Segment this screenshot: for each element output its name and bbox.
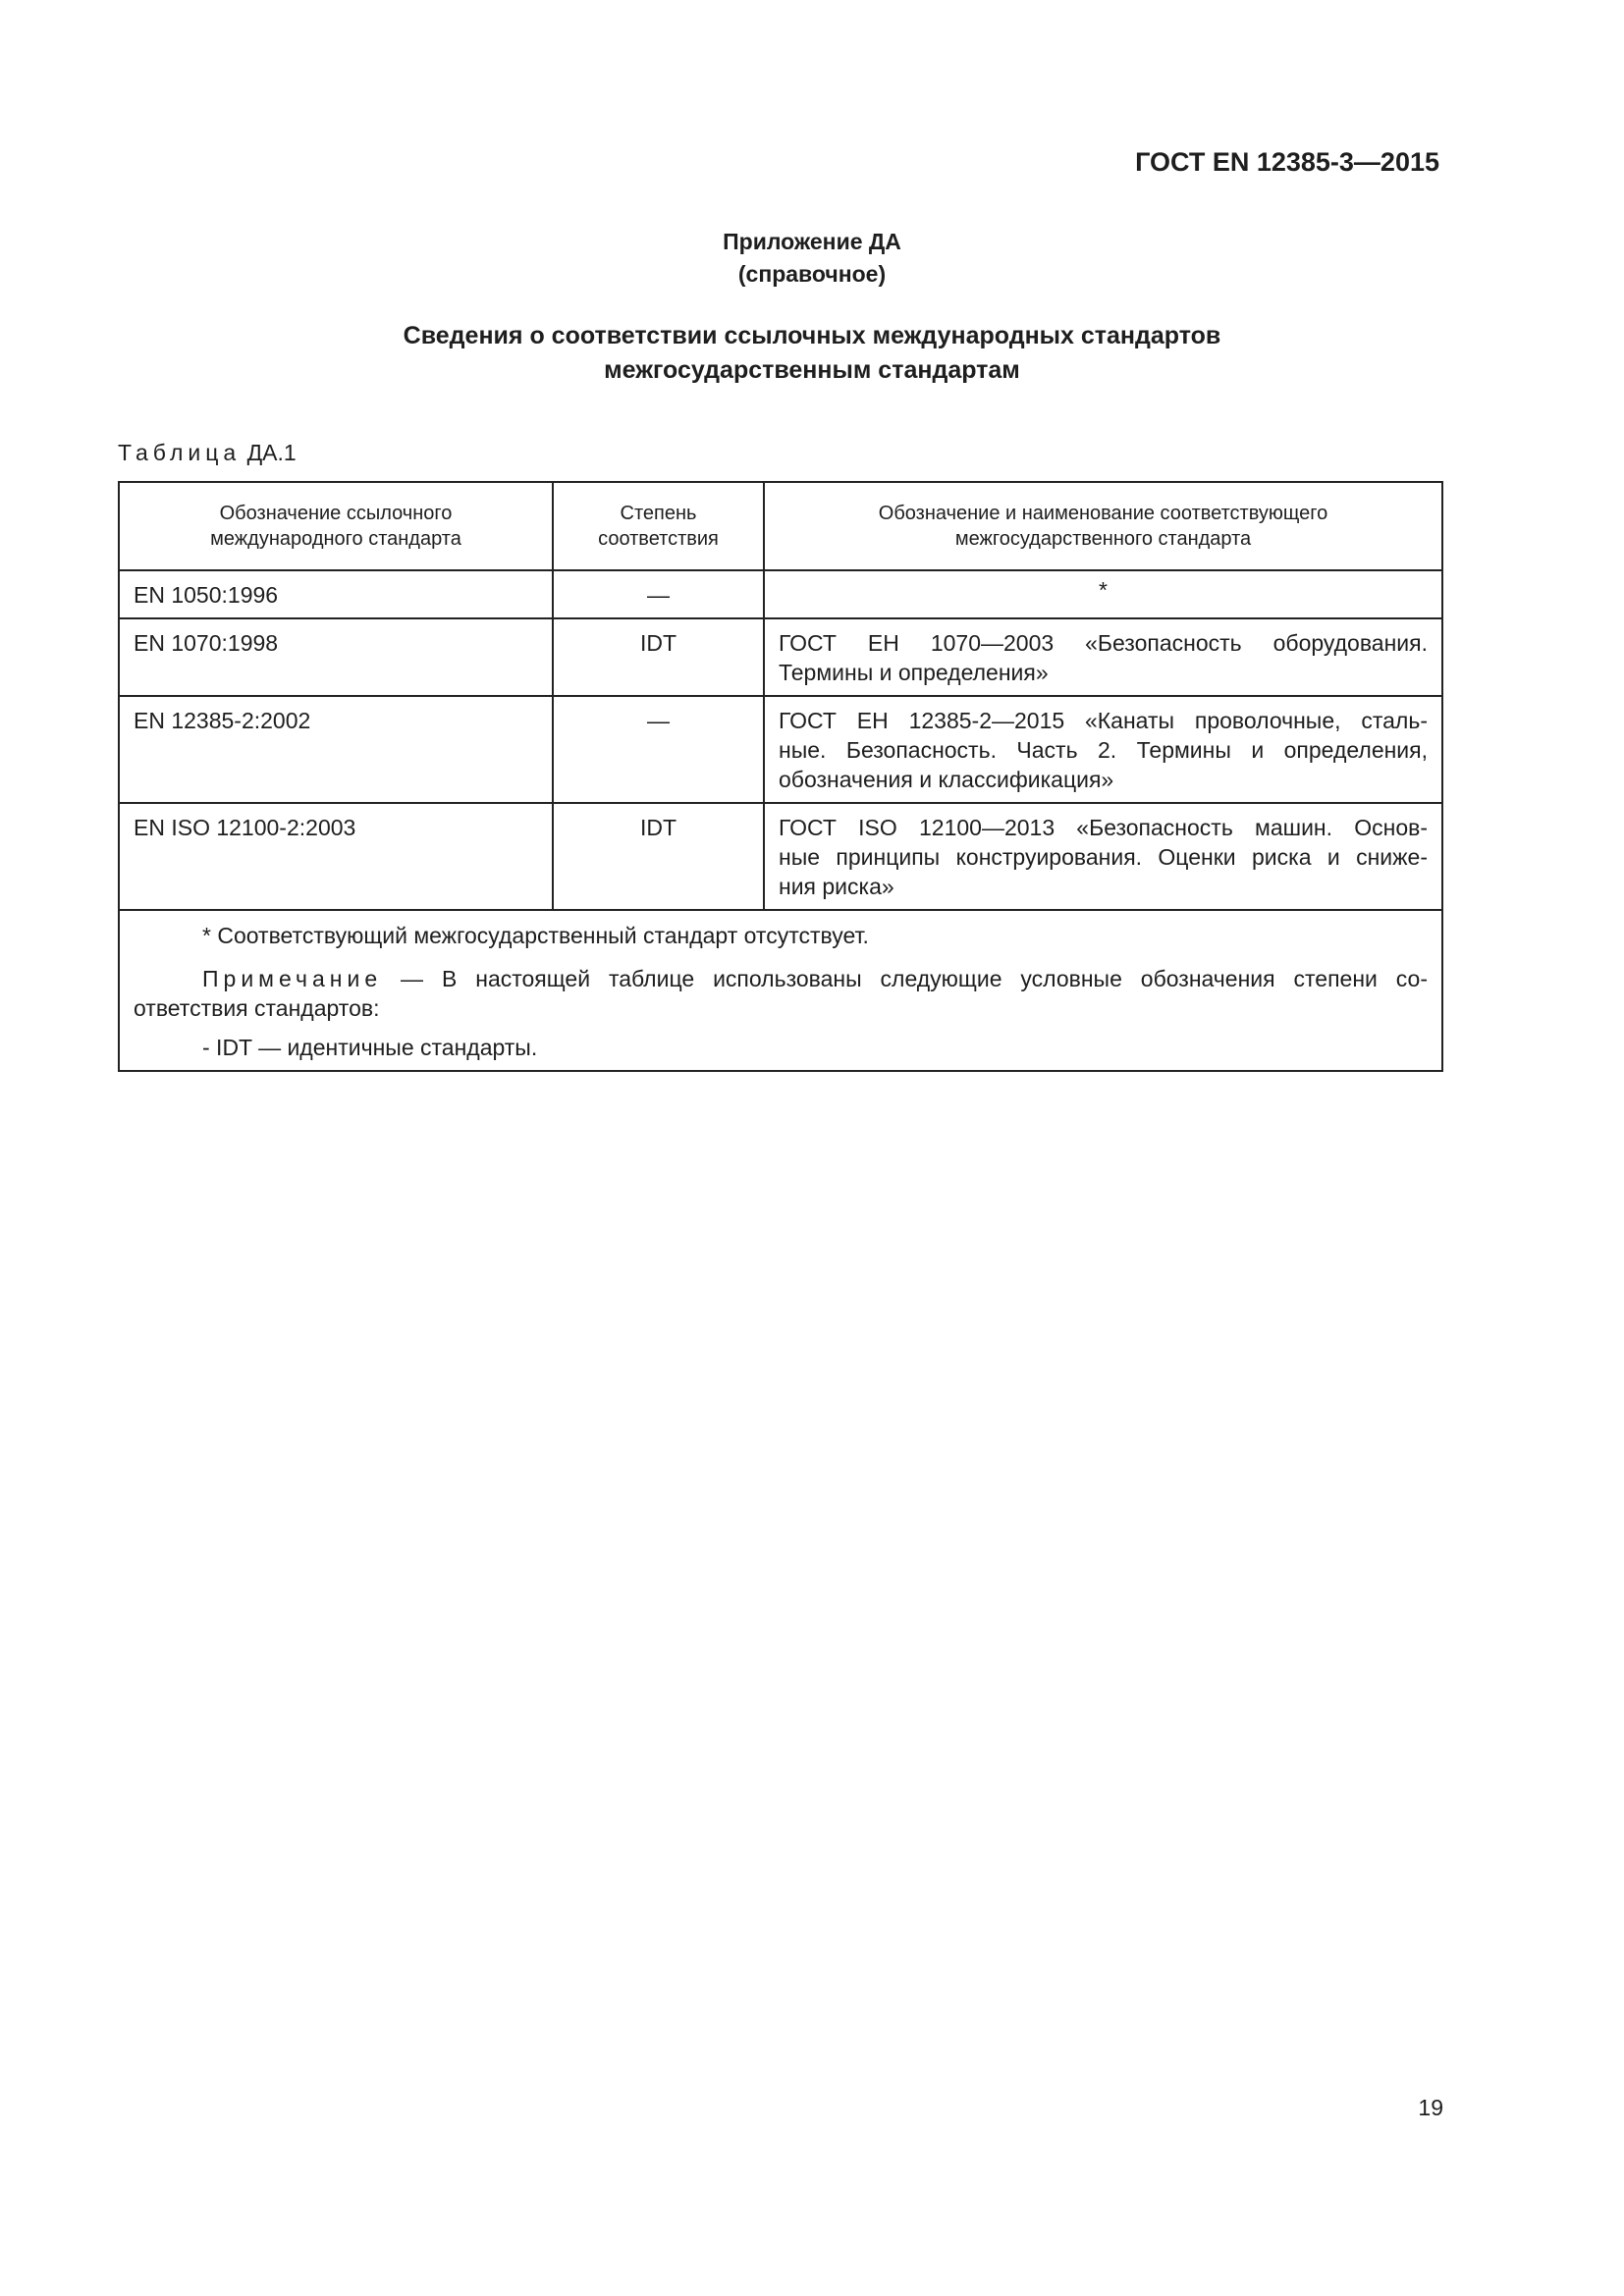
header-reference-standard [119,482,553,570]
cell-gost-line: ные. Безопасность. Часть 2. Термины и определения, [779,737,1428,763]
header-interstate-standard [764,482,1442,570]
table-row [119,803,1442,910]
annex-heading [0,319,1624,388]
cell-degree: — [553,696,764,803]
note [134,964,1428,1023]
table-caption [118,440,297,466]
table-footer-row [119,910,1442,1071]
annex-subtitle: (справочное) [737,261,887,287]
table-row [119,570,1442,618]
cell-gost-line: Термины и определения» [779,660,1049,685]
note-line-2: ответствия стандартов: [134,995,380,1021]
header-text: соответствия [598,528,719,550]
cell-reference: EN ISO 12100-2:2003 [119,803,553,910]
annex-heading-line-1: Сведения о соответствии ссылочных международных стандартов [403,322,1221,349]
correspondence-table [118,481,1443,1072]
header-text: межгосударственного стандарта [954,528,1252,550]
cell-gost [764,618,1442,696]
cell-reference: EN 12385-2:2002 [119,696,553,803]
cell-degree: IDT [553,618,764,696]
table-caption-number: ДА.1 [246,440,297,465]
cell-gost-line: ные принципы конструирования. Оценки риска и сниже- [779,844,1428,870]
cell-gost [764,570,1442,618]
annex-heading-line-2: межгосударственным стандартам [604,356,1020,384]
cell-gost-line: обозначения и классификация» [779,767,1114,792]
note-line-1 [134,964,1428,993]
cell-gost-line: * [1099,577,1108,603]
table-caption-word: Таблица [118,440,242,465]
cell-gost-line: ГОСТ ЕН 1070—2003 «Безопасность оборудования. [779,630,1428,656]
cell-reference: EN 1070:1998 [119,618,553,696]
header-text: международного стандарта [210,528,461,550]
cell-degree: IDT [553,803,764,910]
header-degree [553,482,764,570]
note-list-item: - IDT — идентичные стандарты. [202,1035,538,1060]
cell-gost [764,696,1442,803]
annex-block [0,226,1624,291]
cell-degree: — [553,570,764,618]
cell-reference: EN 1050:1996 [119,570,553,618]
header-text: Степень [620,503,697,524]
table-header-row [119,482,1442,570]
note-text: — В настоящей таблице использованы следующие условные обозначения степени со- [382,966,1428,991]
header-text: Обозначение ссылочного [219,503,453,524]
table-notes [119,910,1442,1071]
table-row [119,696,1442,803]
footnote: * Соответствующий межгосударственный стандарт отсутствует. [202,923,869,948]
header-text: Обозначение и наименование соответствующего [878,503,1328,524]
cell-gost-line: ГОСТ ЕН 12385-2—2015 «Канаты проволочные, сталь- [779,708,1428,733]
cell-gost [764,803,1442,910]
cell-gost-line: ния риска» [779,874,894,899]
cell-gost-line: ГОСТ ISO 12100—2013 «Безопасность машин. Основ- [779,815,1428,840]
page-number: 19 [1418,2095,1443,2120]
annex-title: Приложение ДА [723,229,901,254]
table-row [119,618,1442,696]
document-code: ГОСТ EN 12385-3—2015 [1135,147,1439,177]
note-label: Примечание [202,966,383,991]
